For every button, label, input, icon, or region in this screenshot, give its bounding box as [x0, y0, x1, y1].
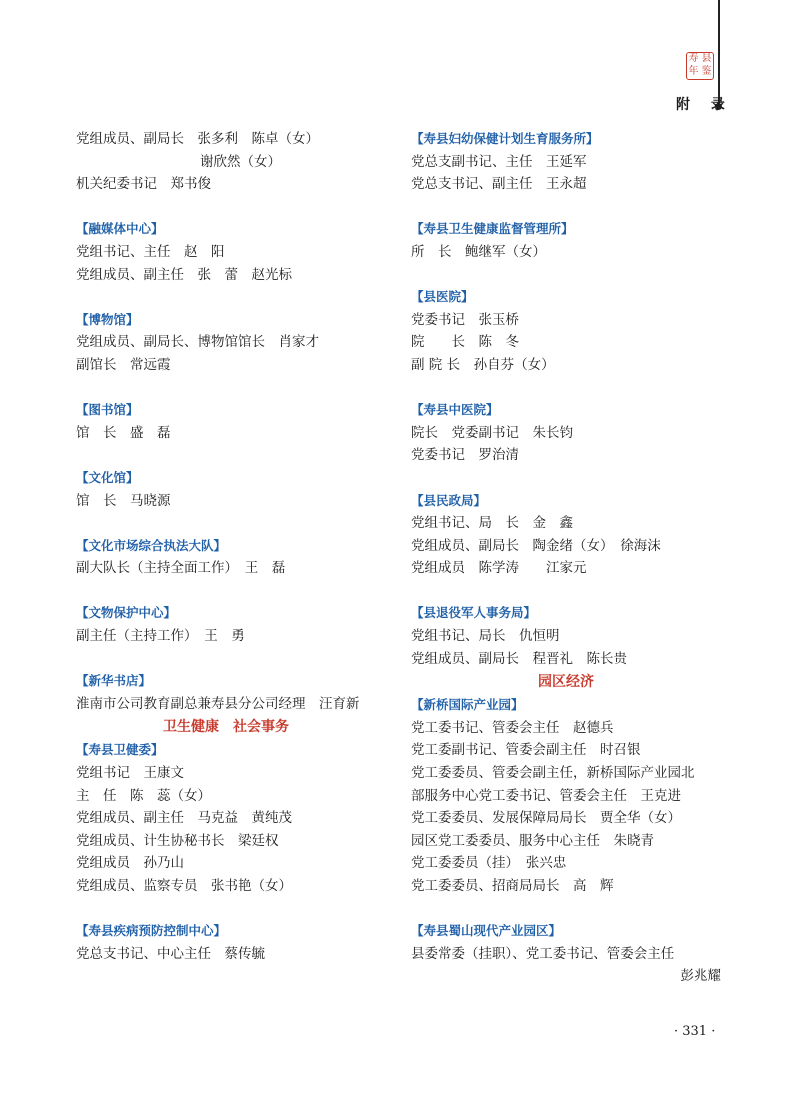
unit-heading: 【县医院】 — [411, 289, 474, 305]
entry-line: 党工委委员、招商局局长 高 辉 — [411, 878, 614, 894]
entry-line: 党委书记 张玉桥 — [411, 311, 519, 328]
unit-heading: 【寿县妇幼保健计划生育服务所】 — [411, 131, 599, 146]
unit-heading: 【融媒体中心】 — [76, 221, 164, 237]
entry-line: 院 长 陈 冬 — [411, 334, 519, 351]
unit-heading: 【新华书店】 — [76, 673, 152, 689]
logo-char: 寿 — [688, 53, 699, 64]
spacer — [76, 580, 376, 603]
page-number: · 331 · — [674, 1024, 716, 1039]
entry-line: 党组成员、副主任 马克益 黄纯茂 — [76, 810, 292, 827]
spacer — [76, 286, 376, 309]
yearbook-logo — [686, 52, 714, 80]
entry-line: 党组书记、局 长 金 鑫 — [411, 515, 573, 532]
entry-line: 党工委委员、发展保障局局长 贾全华（女） — [411, 810, 681, 827]
entry-line: 院长 党委副书记 朱长钧 — [411, 424, 573, 441]
unit-heading: 【寿县卫生健康监督管理所】 — [411, 221, 574, 237]
entry-line: 党委书记 罗治清 — [411, 447, 519, 464]
left-column — [76, 128, 376, 965]
right-column — [411, 128, 721, 988]
entry-line: 副大队长（主持全面工作） 王 磊 — [76, 560, 286, 577]
spacer — [76, 377, 376, 400]
spacer — [411, 580, 721, 603]
entry-line: 部服务中心党工委书记、管委会主任 王克进 — [411, 787, 681, 804]
unit-heading: 【县民政局】 — [411, 492, 487, 508]
entry-line: 党组成员、副局长 陶金绪（女） 徐海沫 — [411, 537, 661, 554]
entry-line: 淮南市公司教育副总兼寿县分公司经理 汪育新 — [76, 695, 360, 712]
entry-line: 党总支副书记、主任 王延军 — [411, 153, 587, 170]
spacer — [411, 467, 721, 490]
unit-heading: 【新桥国际产业园】 — [411, 697, 524, 713]
entry-line: 党组成员、副局长 程晋礼 陈长贵 — [411, 650, 627, 667]
unit-heading: 【寿县中医院】 — [411, 402, 499, 418]
entry-line: 党组成员、监察专员 张书艳（女） — [76, 878, 292, 894]
entry-line: 副主任（主持工作） 王 勇 — [76, 628, 245, 645]
entry-line: 园区党工委委员、服务中心主任 朱晓青 — [411, 832, 654, 849]
entry-line: 党组书记 王康文 — [76, 765, 184, 782]
unit-heading: 【图书馆】 — [76, 402, 139, 418]
spacer — [76, 648, 376, 671]
entry-line: 谢欣然（女） — [200, 153, 281, 170]
entry-line: 机关纪委书记 郑书俊 — [76, 176, 211, 193]
spacer — [76, 196, 376, 219]
entry-line: 党组书记、局长 仇恒明 — [411, 628, 560, 645]
entry-line: 县委常委（挂职）、党工委书记、管委会主任 — [411, 945, 675, 962]
section-label: 附 录 — [676, 97, 733, 113]
entry-line: 党组成员、副局长 张多利 陈卓（女） — [76, 131, 319, 147]
entry-line: 主 任 陈 蕊（女） — [76, 787, 211, 804]
entry-line: 所 长 鲍继军（女） — [411, 243, 546, 260]
entry-line: 党组成员 孙乃山 — [76, 855, 184, 872]
entry-line: 副 院 长 孙自芬（女） — [411, 356, 555, 373]
spacer — [76, 898, 376, 921]
entry-line: 党组书记、主任 赵 阳 — [76, 243, 225, 260]
header-rule — [718, 0, 720, 104]
spacer — [411, 377, 721, 400]
entry-line: 副馆长 常远霞 — [76, 356, 171, 373]
entry-line: 党工委书记、管委会主任 赵德兵 — [411, 719, 614, 736]
entry-line: 党工委委员、管委会副主任，新桥国际产业园北 — [411, 765, 695, 782]
section-heading: 园区经济 — [538, 674, 594, 691]
logo-char: 县 — [701, 53, 712, 64]
unit-heading: 【寿县卫健委】 — [76, 742, 164, 758]
entry-line: 党工委委员（挂） 张兴忠 — [411, 855, 567, 872]
entry-line: 党组成员 陈学涛 江家元 — [411, 560, 587, 577]
entry-line: 党组成员、副主任 张 蕾 赵光标 — [76, 266, 292, 283]
unit-heading: 【县退役军人事务局】 — [411, 605, 537, 621]
spacer — [411, 264, 721, 287]
unit-heading: 【寿县疾病预防控制中心】 — [76, 923, 227, 939]
section-heading: 卫生健康 社会事务 — [163, 719, 289, 736]
unit-heading: 【文化馆】 — [76, 469, 139, 485]
unit-heading: 【文化市场综合执法大队】 — [76, 537, 227, 553]
unit-heading: 【寿县蜀山现代产业园区】 — [411, 923, 562, 939]
unit-heading: 【博物馆】 — [76, 311, 139, 327]
spacer — [76, 512, 376, 535]
entry-line: 党组成员、计生协秘书长 梁廷权 — [76, 832, 279, 849]
spacer — [76, 444, 376, 467]
entry-line: 党总支书记、中心主任 蔡传毓 — [76, 945, 265, 962]
entry-line: 馆 长 马晓源 — [76, 492, 171, 509]
logo-char: 年 — [688, 66, 699, 77]
spacer — [411, 898, 721, 921]
logo-char: 鉴 — [701, 66, 712, 77]
entry-line: 彭兆耀 — [680, 968, 721, 985]
entry-line: 党工委副书记、管委会副主任 时召银 — [411, 742, 641, 759]
unit-heading: 【文物保护中心】 — [76, 605, 177, 621]
entry-line: 党总支书记、副主任 王永超 — [411, 176, 587, 193]
entry-line: 党组成员、副局长、博物馆馆长 肖家才 — [76, 334, 319, 351]
entry-line: 馆 长 盛 磊 — [76, 424, 171, 441]
spacer — [411, 196, 721, 219]
